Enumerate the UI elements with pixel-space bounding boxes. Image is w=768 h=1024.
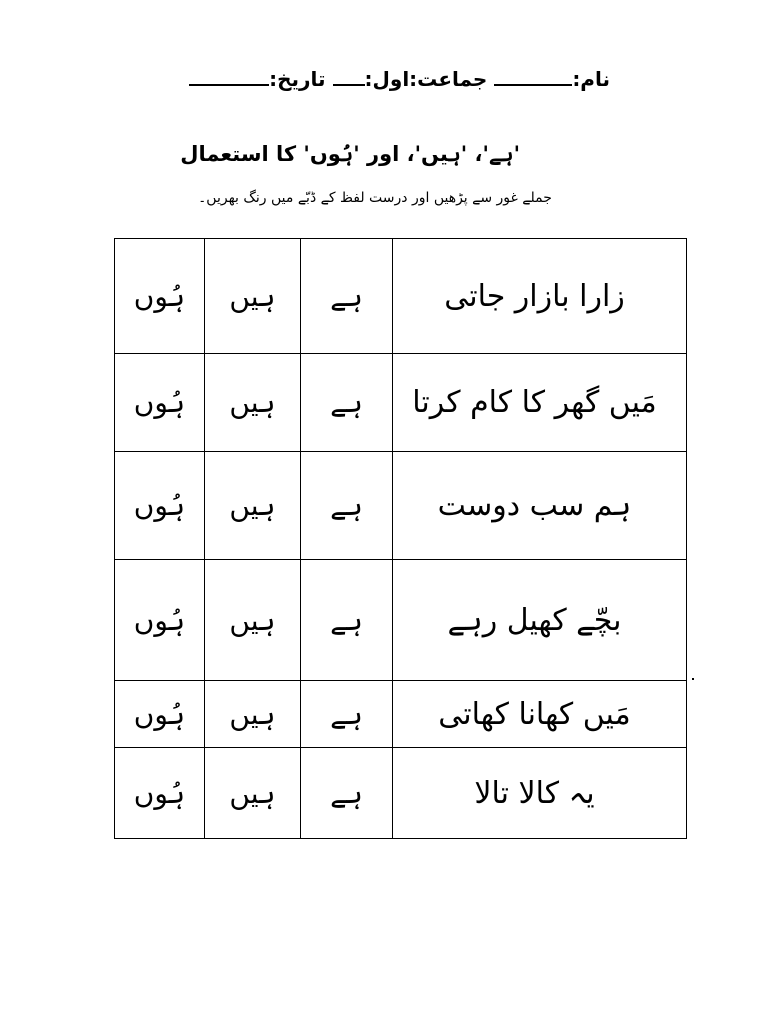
instruction-text: جملے غور سے پڑھیں اور درست لفظ کے ڈبّے میں رنگ بھریں۔	[198, 190, 552, 206]
option-cell-hun[interactable]	[115, 681, 205, 748]
option-cell-hai[interactable]	[301, 452, 393, 560]
sentence-cell: یہ کالا تالا	[393, 748, 687, 839]
worksheet-title: 'ہے'، 'ہیں'، اور 'ہُوں' کا استعمال	[180, 142, 520, 166]
header-line	[170, 66, 610, 91]
option-hai[interactable]: ہے	[330, 489, 363, 522]
option-hun[interactable]: ہُوں	[133, 603, 186, 637]
option-hai[interactable]: ہے	[330, 776, 363, 810]
class-value: اول:	[364, 67, 410, 91]
option-hun[interactable]: ہُوں	[133, 776, 186, 810]
sentence-cell: مَیں کھانا کھاتی	[393, 681, 687, 748]
option-hun[interactable]: ہُوں	[133, 697, 186, 731]
option-hain[interactable]: ہیں	[229, 386, 276, 419]
option-cell-hain[interactable]	[205, 239, 301, 354]
option-hain[interactable]: ہیں	[229, 776, 276, 810]
option-cell-hun[interactable]	[115, 239, 205, 354]
table-row	[115, 239, 687, 354]
option-cell-hain[interactable]	[205, 748, 301, 839]
date-label: تاریخ:	[269, 67, 326, 91]
sentence-cell: ہم سب دوست	[393, 452, 687, 560]
option-cell-hain[interactable]	[205, 560, 301, 681]
option-cell-hun[interactable]	[115, 748, 205, 839]
table-row	[115, 354, 687, 452]
name-blank[interactable]	[494, 66, 572, 86]
option-cell-hun[interactable]	[115, 560, 205, 681]
option-cell-hai[interactable]	[301, 354, 393, 452]
table-row	[115, 560, 687, 681]
option-cell-hun[interactable]	[115, 354, 205, 452]
table-row	[115, 748, 687, 839]
option-cell-hun[interactable]	[115, 452, 205, 560]
option-cell-hai[interactable]	[301, 748, 393, 839]
option-hain[interactable]: ہیں	[229, 603, 276, 637]
option-hai[interactable]: ہے	[330, 697, 363, 731]
option-hain[interactable]: ہیں	[229, 279, 276, 313]
option-cell-hain[interactable]	[205, 452, 301, 560]
name-label: نام:	[572, 67, 610, 91]
option-cell-hai[interactable]	[301, 681, 393, 748]
option-cell-hai[interactable]	[301, 239, 393, 354]
sentence-cell: زارا بازار جاتی	[393, 239, 687, 354]
sentence-cell: بچّے کھیل رہے	[393, 560, 687, 681]
exercise-table	[114, 238, 687, 839]
option-hai[interactable]: ہے	[330, 603, 363, 637]
class-label: جماعت:	[409, 67, 488, 91]
option-hain[interactable]: ہیں	[229, 489, 276, 522]
class-blank[interactable]	[333, 66, 365, 86]
table-row	[115, 452, 687, 560]
option-cell-hain[interactable]	[205, 681, 301, 748]
option-hun[interactable]: ہُوں	[133, 386, 186, 419]
sentence-cell: مَیں گھر کا کام کرتا	[393, 354, 687, 452]
option-hai[interactable]: ہے	[330, 279, 363, 313]
option-cell-hai[interactable]	[301, 560, 393, 681]
option-hai[interactable]: ہے	[330, 386, 363, 419]
option-cell-hain[interactable]	[205, 354, 301, 452]
table-row	[115, 681, 687, 748]
date-blank[interactable]	[189, 66, 269, 86]
option-hun[interactable]: ہُوں	[133, 489, 186, 522]
option-hun[interactable]: ہُوں	[133, 279, 186, 313]
stray-dot	[692, 678, 694, 680]
option-hain[interactable]: ہیں	[229, 697, 276, 731]
